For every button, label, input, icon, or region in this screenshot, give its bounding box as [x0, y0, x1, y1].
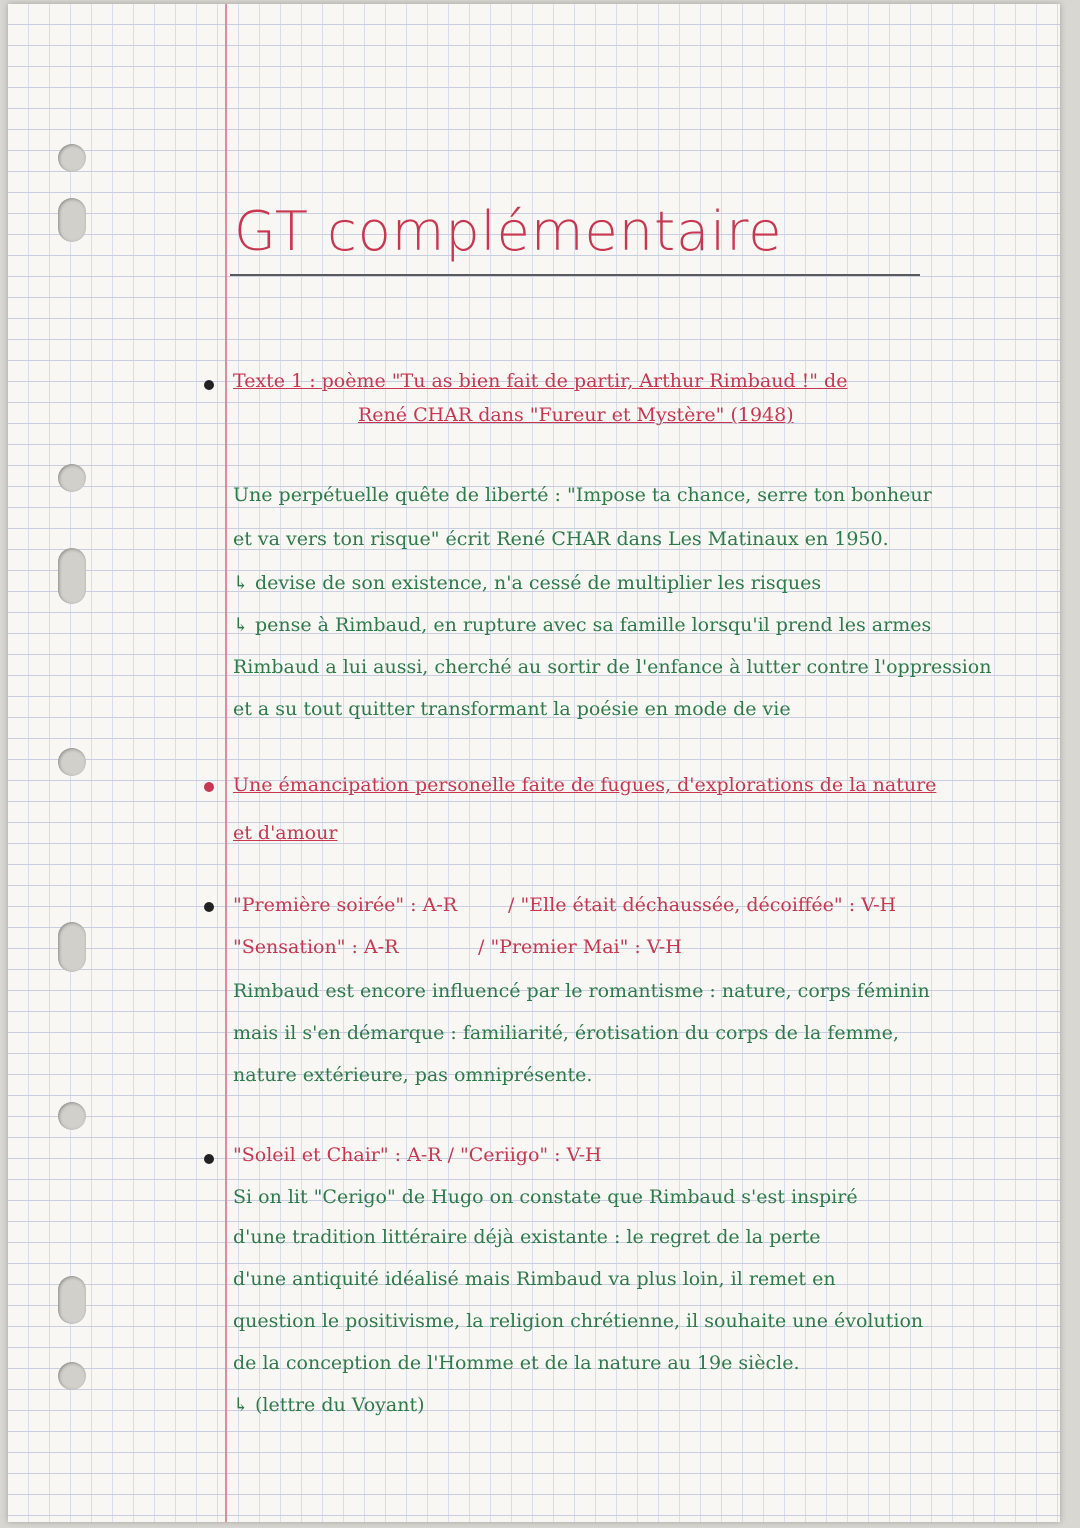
- section3-body-line: Rimbaud est encore influencé par le romantisme : nature, corps féminin: [233, 980, 930, 1002]
- section1-body-line: et va vers ton risque" écrit René CHAR dans Les Matinaux en 1950.: [233, 528, 889, 550]
- notebook-page: [8, 4, 1060, 1522]
- section1-body-line: ↳ devise de son existence, n'a cessé de multiplier les risques: [233, 572, 822, 594]
- margin-line: [225, 4, 227, 1522]
- section1-body-line: Rimbaud a lui aussi, cherché au sortir de l'enfance à lutter contre l'oppression: [233, 656, 992, 678]
- section2-line2: et d'amour: [233, 822, 338, 844]
- section1-body-line: Une perpétuelle quête de liberté : "Impose ta chance, serre ton bonheur: [233, 484, 932, 506]
- binder-hole: [58, 1362, 86, 1390]
- section4-header: "Soleil et Chair" : A-R / "Ceriigo" : V-H: [233, 1144, 602, 1166]
- section4-body-line: Si on lit "Cerigo" de Hugo on constate que Rimbaud s'est inspiré: [233, 1186, 858, 1208]
- section3-row2-left: "Sensation" : A-R: [233, 936, 399, 958]
- page-title: GT complémentaire: [234, 200, 783, 263]
- title-underline: [230, 274, 920, 276]
- section3-body-line: mais il s'en démarque : familiarité, érotisation du corps de la femme,: [233, 1022, 899, 1044]
- section3-body-line: nature extérieure, pas omniprésente.: [233, 1064, 593, 1086]
- section4-body-line: question le positivisme, la religion chrétienne, il souhaite une évolution: [233, 1310, 924, 1332]
- section2-line1: Une émancipation personelle faite de fugues, d'explorations de la nature: [233, 774, 937, 796]
- section1-header-line1: Texte 1 : poème "Tu as bien fait de partir, Arthur Rimbaud !" de: [233, 370, 848, 392]
- binder-hole: [58, 144, 86, 172]
- section4-body-line: ↳ (lettre du Voyant): [233, 1394, 425, 1416]
- section1-header-line2: René CHAR dans "Fureur et Mystère" (1948): [358, 404, 794, 426]
- section4-body-line: de la conception de l'Homme et de la nature au 19e siècle.: [233, 1352, 800, 1374]
- bullet-dot: [204, 902, 214, 912]
- section3-row1-left: "Première soirée" : A-R: [233, 894, 458, 916]
- binder-hole: [58, 198, 86, 242]
- binder-hole: [58, 748, 86, 776]
- bullet-dot: [204, 380, 214, 390]
- section1-body-line: et a su tout quitter transformant la poésie en mode de vie: [233, 698, 791, 720]
- section4-body-line: d'une antiquité idéalisé mais Rimbaud va plus loin, il remet en: [233, 1268, 836, 1290]
- section1-body-line: ↳ pense à Rimbaud, en rupture avec sa famille lorsqu'il prend les armes: [233, 614, 932, 636]
- section3-row1-right: / "Elle était déchaussée, décoiffée" : V-H: [508, 894, 897, 916]
- section4-body-line: d'une tradition littéraire déjà existante : le regret de la perte: [233, 1226, 821, 1248]
- binder-hole: [58, 548, 86, 604]
- binder-hole: [58, 922, 86, 972]
- binder-hole: [58, 464, 86, 492]
- binder-hole: [58, 1276, 86, 1324]
- binder-hole: [58, 1102, 86, 1130]
- bullet-dot: [204, 782, 214, 792]
- section3-row2-right: / "Premier Mai" : V-H: [478, 936, 682, 958]
- bullet-dot: [204, 1154, 214, 1164]
